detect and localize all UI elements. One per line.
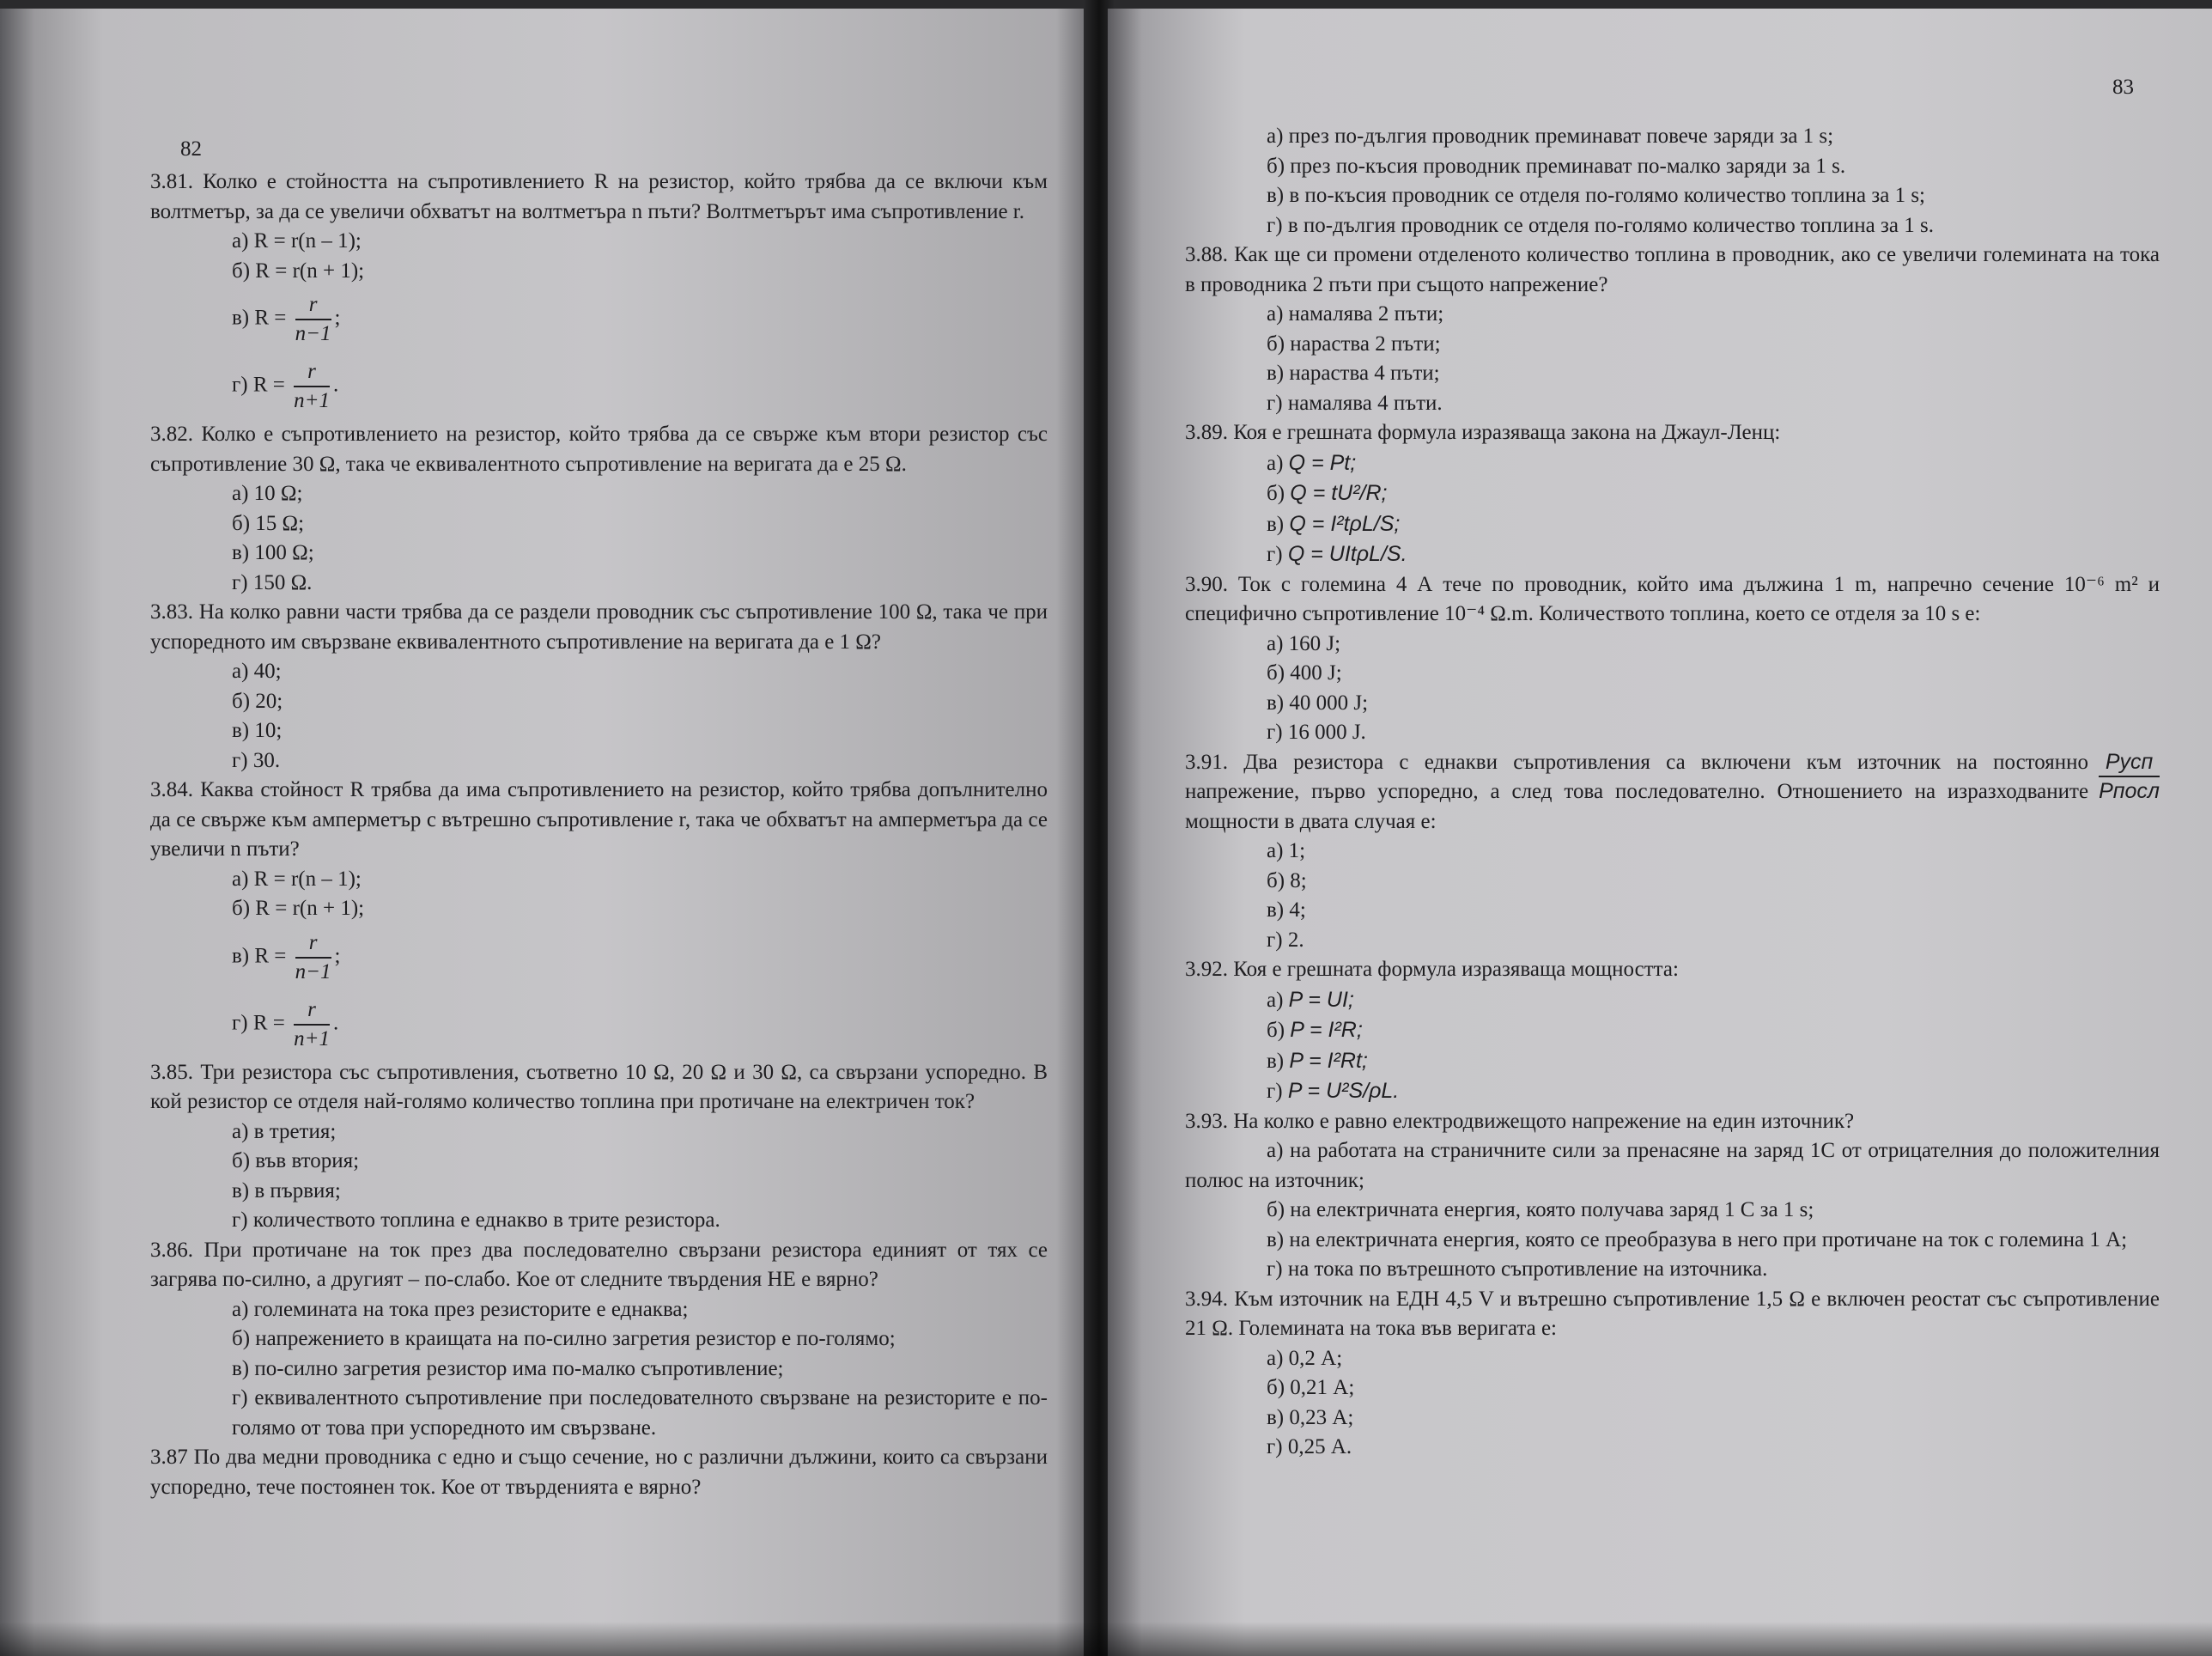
numerator: r xyxy=(295,929,331,959)
option-b xyxy=(1267,478,2160,509)
question-3-89: 3.89. Коя е грешната формула изразяваща закона на Джаул-Ленц: xyxy=(1185,421,1781,444)
question-3-86: 3.86. При протичане на ток през два последователно свързани резистора единият от тях се загрява по-силно, а другият – по-слабо. Кое от следните твърдения НЕ е вярно? xyxy=(150,1238,1048,1291)
option-v xyxy=(1267,509,2160,540)
question-text-end: на изразходваните мощности в двата случая е: xyxy=(1185,780,2089,833)
right-page-content xyxy=(1185,122,2160,1463)
option-v xyxy=(232,924,1048,991)
numerator: r xyxy=(294,358,330,387)
option-label: г) R = xyxy=(232,1011,285,1035)
option-v: в) 4; xyxy=(1267,898,1306,922)
option-a: а) 1; xyxy=(1267,839,1306,862)
option-label: в) xyxy=(1267,512,1285,536)
formula: P = UI; xyxy=(1288,987,1354,1012)
option-v xyxy=(1267,1046,2160,1077)
option-a: а) на работата на страничните сили за пренасяне на заряд 1С от отрицателния до положителния полюс на източник; xyxy=(1185,1139,2160,1192)
option-label: б) xyxy=(1267,1019,1285,1042)
question-3-82: 3.82. Колко е съпротивлението на резистор, който трябва да се свърже към втори резистор със съпротивление 30 Ω, така че еквивалентното съпротивление на веригата да е 25 Ω. xyxy=(150,423,1048,476)
option-label: в) R = xyxy=(232,306,287,330)
power-ratio-fraction xyxy=(2099,748,2160,805)
option-v: в) на електричната енергия, която се преобразува в него при протичане на ток с големина 1 А; xyxy=(1267,1227,2128,1251)
option-g xyxy=(232,353,1048,420)
numerator: r xyxy=(294,996,330,1026)
option-g: г) 2. xyxy=(1267,928,1304,952)
formula: Q = Pt; xyxy=(1288,450,1357,475)
question-3-90: 3.90. Ток с големина 4 А тече по проводник, който има дължина 1 m, напречно сечение 10⁻⁶ m² и специфично съпротивление 10⁻⁴ Ω.m. Количеството топлина, което се отделя за 10 s е: xyxy=(1185,572,2160,625)
numerator: Pусп xyxy=(2099,748,2160,777)
option-b: б) 8; xyxy=(1267,868,1307,892)
option-g: г) на тока по вътрешното съпротивление на източника. xyxy=(1267,1257,1768,1281)
option-a: а) R = r(n – 1); xyxy=(232,867,362,891)
question-3-88: 3.88. Как ще си промени отделеното количество топлина в проводник, ако се увеличи големината на тока в проводника 2 пъти при същото напрежение? xyxy=(1185,243,2160,296)
numerator: r xyxy=(295,291,331,320)
right-page xyxy=(1108,9,2212,1656)
option-v: в) в по-късия проводник се отделя по-голямо количество топлина за 1 s; xyxy=(1267,184,1926,207)
denominator: n+1 xyxy=(294,1026,330,1050)
option-g: г) количеството топлина е еднакво в трите резистора. xyxy=(232,1209,720,1232)
option-a: а) в третия; xyxy=(232,1119,337,1143)
option-b: б) 15 Ω; xyxy=(232,511,305,535)
option-b: б) във втория; xyxy=(232,1149,360,1172)
option-end: . xyxy=(332,373,339,397)
option-a: а) 0,2 А; xyxy=(1267,1346,1343,1370)
option-v: в) по-силно загретия резистор има по-малко съпротивление; xyxy=(232,1356,784,1380)
fraction xyxy=(294,996,330,1053)
option-g: г) 150 Ω. xyxy=(232,570,313,594)
page-edge-shadow xyxy=(0,1622,2212,1656)
formula: P = I²R; xyxy=(1290,1018,1363,1042)
formula: P = I²Rt; xyxy=(1289,1048,1368,1073)
option-end: ; xyxy=(334,306,341,330)
option-a: а) намалява 2 пъти; xyxy=(1267,302,1444,326)
option-b: б) R = r(n + 1); xyxy=(232,897,365,920)
question-3-83: 3.83. На колко равни части трябва да се раздели проводник със съпротивление 100 Ω, така че при успоредното им свързване еквивалентното съпротивление на веригата да е 1 Ω? xyxy=(150,600,1048,654)
option-b: б) R = r(n + 1); xyxy=(232,259,365,283)
option-label: г) xyxy=(1267,543,1283,566)
option-label: а) xyxy=(1267,451,1284,475)
option-label: в) R = xyxy=(232,944,287,968)
option-g: г) еквивалентното съпротивление при последователното свързване на резисторите е по-голямо от това при успоредното им свързване. xyxy=(232,1386,1048,1440)
option-g: г) намалява 4 пъти. xyxy=(1267,391,1443,415)
option-g xyxy=(232,991,1048,1058)
option-label: г) R = xyxy=(232,373,285,397)
option-v: в) 40 000 J; xyxy=(1267,691,1369,715)
option-label: г) xyxy=(1267,1080,1283,1103)
option-label: а) xyxy=(1267,988,1284,1012)
option-v: в) 10; xyxy=(232,719,283,742)
option-a: а) 40; xyxy=(232,660,282,683)
question-3-93: 3.93. На колко е равно електродвижещото напрежение на един източник? xyxy=(1185,1109,1855,1133)
denominator: n−1 xyxy=(295,322,331,345)
question-3-84: 3.84. Каква стойност R трябва да има съпротивлението на резистор, който трябва допълнително да се свърже към амперметър с вътрешно съпротивление r, така че обхватът на амперметъра да се увеличи n пъти? xyxy=(150,778,1048,861)
option-g: г) 16 000 J. xyxy=(1267,721,1366,744)
option-a: а) R = r(n – 1); xyxy=(232,229,362,253)
option-v: в) 100 Ω; xyxy=(232,541,314,564)
option-a: а) през по-дългия проводник преминават повече заряди за 1 s; xyxy=(1267,125,1834,148)
formula: Q = I²tρL/S; xyxy=(1289,511,1401,536)
question-3-92: 3.92. Коя е грешната формула изразяваща мощността: xyxy=(1185,958,1679,981)
question-3-94: 3.94. Към източник на ЕДН 4,5 V и вътрешно съпротивление 1,5 Ω е включен реостат със съпротивление 21 Ω. Големината на тока във веригата е: xyxy=(1185,1287,2160,1340)
fraction xyxy=(295,929,331,986)
option-v: в) нараства 4 пъти; xyxy=(1267,362,1440,385)
option-v: в) 0,23 А; xyxy=(1267,1405,1354,1429)
option-g: г) 0,25 А. xyxy=(1267,1435,1352,1458)
option-end: ; xyxy=(334,944,341,968)
option-a: а) 160 J; xyxy=(1267,631,1341,655)
option-a xyxy=(1267,448,2160,479)
option-label: в) xyxy=(1267,1049,1285,1073)
fraction xyxy=(294,358,330,415)
denominator: Pпосл xyxy=(2099,778,2160,803)
option-g xyxy=(1267,1076,2160,1107)
question-3-87: 3.87 По два медни проводника с едно и също сечение, но с различни дължини, които са свързани успоредно, тече постоянен ток. Кое от твърденията е вярно? xyxy=(150,1446,1048,1499)
option-a: а) големината на тока през резисторите е еднаква; xyxy=(232,1297,689,1321)
option-b: б) 20; xyxy=(232,689,283,713)
question-3-81: 3.81. Колко е стойността на съпротивлението R на резистор, който трябва да се включи към волтметър, за да се увеличи обхватът на волтметъра n пъти? Волтметърът има съпротивление r. xyxy=(150,170,1048,223)
question-3-85: 3.85. Три резистора със съпротивления, съответно 10 Ω, 20 Ω и 30 Ω, са свързани успоредно. В кой резистор се отделя най-голямо количество топлина при протичане на електричен ток? xyxy=(150,1060,1048,1113)
option-b: б) напрежението в краищата на по-силно загретия резистор е по-голямо; xyxy=(232,1327,896,1350)
denominator: n−1 xyxy=(295,959,331,983)
formula: Q = tU²/R; xyxy=(1290,481,1388,505)
page-number: 83 xyxy=(2112,76,2134,99)
option-b: б) нараства 2 пъти; xyxy=(1267,332,1441,356)
option-b: б) на електричната енергия, която получава заряд 1 С за 1 s; xyxy=(1267,1198,1814,1221)
page-number: 82 xyxy=(180,137,202,161)
left-page-content xyxy=(150,167,1048,1502)
formula: Q = UItρL/S. xyxy=(1287,542,1407,566)
option-b xyxy=(1267,1015,2160,1046)
option-label: б) xyxy=(1267,482,1285,505)
option-v xyxy=(232,286,1048,353)
option-v: в) в първия; xyxy=(232,1178,341,1202)
option-g: г) 30. xyxy=(232,748,281,772)
option-a: а) 10 Ω; xyxy=(232,482,303,505)
formula: P = U²S/ρL. xyxy=(1287,1079,1400,1103)
option-end: . xyxy=(332,1011,339,1035)
question-text: 3.91. Два резистора с еднакви съпротивления са включени към източник на постоянно напрежение, първо успоредно, а след това последователно. Отношението xyxy=(1185,750,2089,803)
option-g xyxy=(1267,539,2160,570)
option-a xyxy=(1267,985,2160,1016)
denominator: n+1 xyxy=(294,389,330,412)
option-b: б) 0,21 А; xyxy=(1267,1376,1355,1399)
question-3-91 xyxy=(1185,748,2160,837)
option-g: г) в по-дългия проводник се отделя по-голямо количество топлина за 1 s. xyxy=(1267,213,1934,237)
left-page xyxy=(0,9,1091,1656)
option-b: б) през по-късия проводник преминават по-малко заряди за 1 s. xyxy=(1267,154,1846,178)
fraction xyxy=(295,291,331,348)
option-b: б) 400 J; xyxy=(1267,661,1342,685)
